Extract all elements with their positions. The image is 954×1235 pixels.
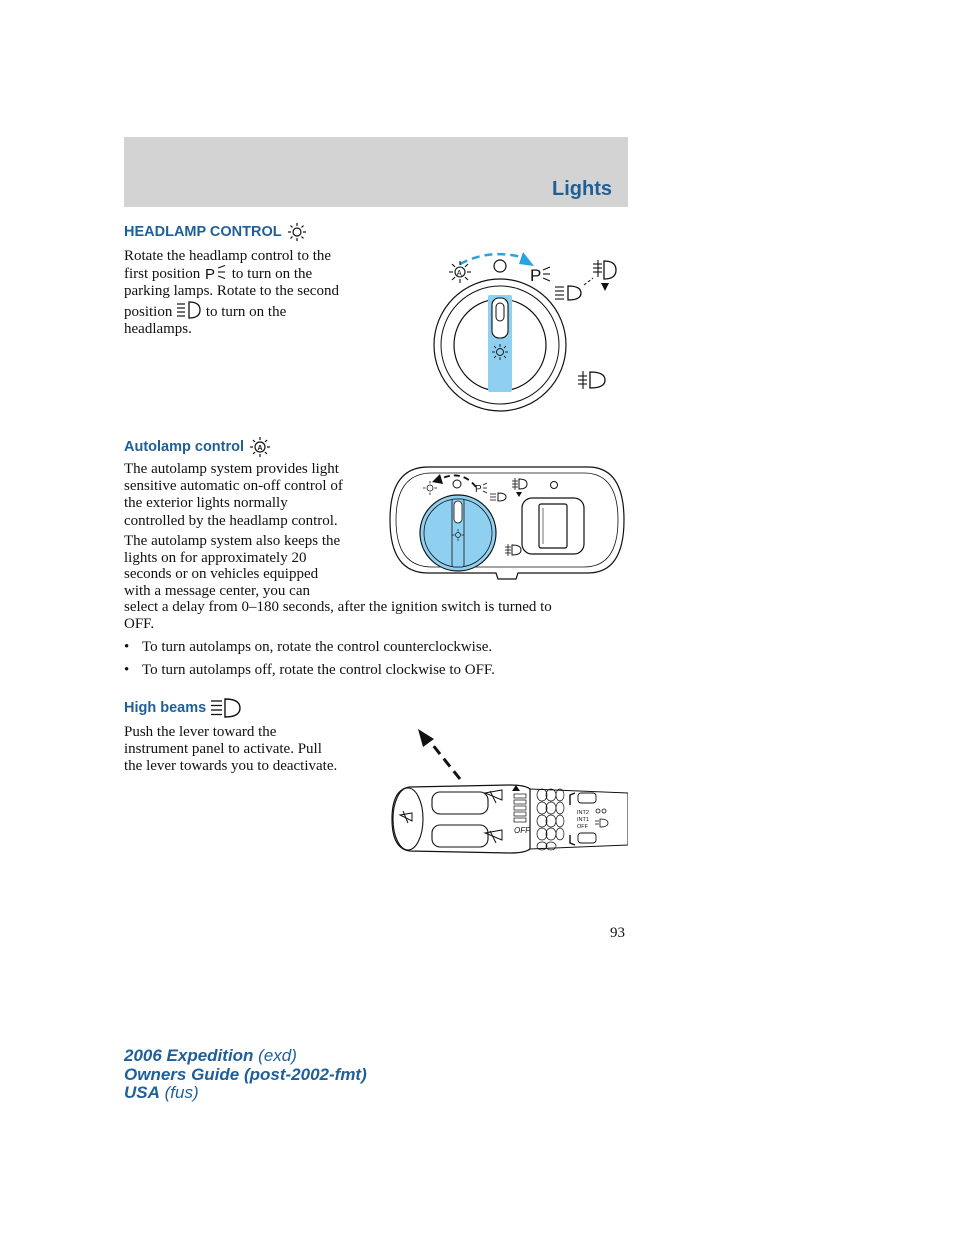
autolamp-control-heading (124, 436, 272, 458)
text-line: Push the lever toward the (124, 724, 277, 740)
text-line (124, 265, 339, 283)
page-title: Lights (552, 178, 612, 200)
text-line: sensitive automatic on-off control of (124, 478, 343, 495)
text-line: headlamps. (124, 320, 192, 337)
autolamp-icon (248, 436, 272, 458)
text-fragment: position (124, 303, 173, 320)
high-beams-heading (124, 697, 242, 719)
autolamp-paragraph-1 (124, 461, 343, 530)
text-line: with a message center, you can (124, 582, 310, 599)
text-line: OFF. (124, 615, 155, 632)
high-beam-icon (210, 697, 242, 719)
parking-label: P (530, 266, 542, 285)
text-line: Rotate the headlamp control to the (124, 248, 332, 264)
text-line: the exterior lights normally (124, 495, 288, 512)
footer-model: 2006 Expedition (124, 1046, 254, 1065)
off-label: OFF (514, 826, 530, 835)
footer-model-code: (exd) (258, 1046, 297, 1065)
svg-text:P: P (205, 266, 216, 282)
text-fragment: to turn on the (231, 266, 313, 283)
bullet-text: To turn autolamps off, rotate the control clockwise to OFF. (142, 662, 495, 678)
text-line: The autolamp system also keeps the (124, 533, 341, 549)
autolamp-control-heading-text: Autolamp control (124, 439, 245, 455)
text-line: the lever towards you to deactivate. (124, 757, 338, 774)
footer-line (124, 1066, 367, 1085)
auto-label: A (456, 269, 462, 278)
headlamp-low-beam-icon (176, 301, 202, 319)
high-beams-heading-text: High beams (124, 700, 207, 716)
multifunction-stalk-figure (390, 727, 628, 855)
bullet-text: To turn autolamps on, rotate the control counterclockwise. (142, 639, 493, 655)
text-fragment: to turn on the (205, 303, 287, 320)
bullet-marker: • (124, 639, 130, 655)
text-line: instrument panel to activate. Pull (124, 740, 322, 757)
bullet-marker: • (124, 662, 130, 678)
svg-text:A: A (257, 445, 263, 452)
text-line: The autolamp system provides light (124, 461, 339, 477)
text-fragment: first position (124, 266, 201, 283)
int1-label: INT1 (577, 817, 589, 823)
text-line: controlled by the headlamp control. (124, 512, 338, 529)
high-beams-paragraph (124, 724, 337, 774)
headlamp-control-heading (124, 222, 308, 242)
parking-label: P (475, 484, 482, 495)
int2-label: INT2 (577, 810, 589, 816)
footer-market: USA (124, 1083, 160, 1102)
document-footer (124, 1047, 367, 1103)
text-line: seconds or on vehicles equipped (124, 566, 319, 582)
list-item (124, 662, 495, 679)
headlamp-control-heading-text: HEADLAMP CONTROL (124, 224, 282, 240)
text-line: select a delay from 0–180 seconds, after the ignition switch is turned to (124, 599, 552, 615)
headlamp-sun-icon (286, 222, 308, 242)
section-header-band (124, 137, 628, 207)
list-item (124, 639, 492, 656)
footer-line (124, 1084, 367, 1103)
off-small-label: OFF (577, 824, 588, 830)
text-line: lights on for approximately 20 (124, 549, 307, 566)
headlamp-knob-figure (430, 250, 630, 420)
footer-line (124, 1047, 367, 1066)
footer-market-code: (fus) (164, 1083, 199, 1102)
text-line (124, 301, 339, 321)
page-number: 93 (610, 925, 625, 941)
headlamp-paragraph (124, 248, 339, 338)
autolamp-panel-figure (388, 465, 628, 580)
text-line: parking lamps. Rotate to the second (124, 283, 339, 300)
footer-guide: Owners Guide (post-2002-fmt) (124, 1064, 367, 1084)
parking-lamp-icon (204, 265, 228, 281)
